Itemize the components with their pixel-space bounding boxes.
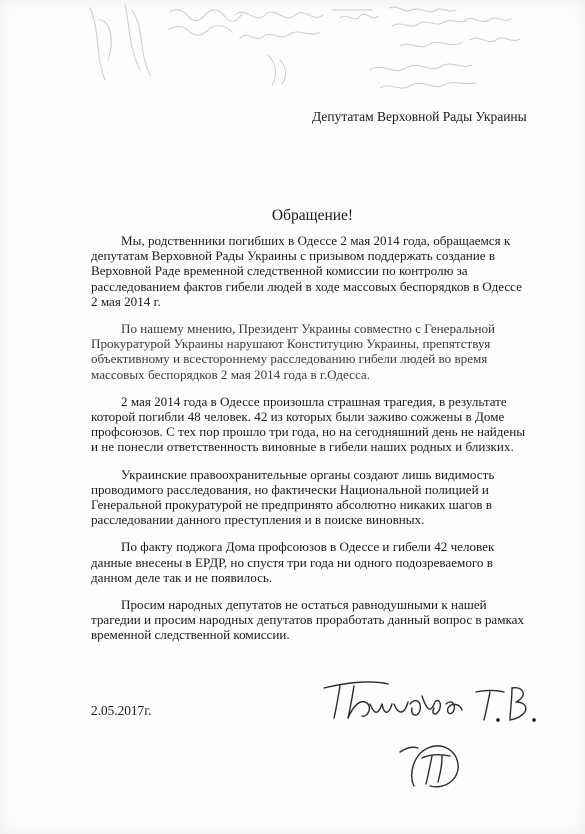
text-line: Прокуратурой Украины нарушают Конституцию Украины, препятствуя	[91, 336, 491, 352]
text-line: По нашему мнению, Президент Украины совместно с Генеральной	[121, 321, 496, 337]
handwritten-scribble-marks	[70, 0, 550, 110]
text-line: депутатам Верховной Рады Украины с призывом поддержать создание в	[91, 248, 496, 264]
document-body	[91, 233, 551, 655]
text-line: проводимого расследования, но фактически Национальной полицией и	[91, 481, 489, 497]
text-line: данном деле так и не появилось.	[91, 569, 273, 585]
text-line: расследовании данного преступления и в поиске виновных.	[91, 512, 425, 528]
document-date: 2.05.2017г.	[91, 703, 152, 718]
text-line: которой погибли 48 человек. 42 из которых были заживо сожжены в Доме	[91, 409, 505, 425]
text-line: данные внесены в ЕРДР, но спустя три года ни одного подозреваемого в	[91, 554, 493, 570]
text-line: Мы, родственники погибших в Одессе 2 мая 2014 года, обращаемся к	[121, 233, 511, 248]
text-line: Верховной Раде временной следственной комиссии по контролю за	[91, 263, 468, 279]
text-line: трагедии и просим народных депутатов проработать данный вопрос в рамках	[91, 612, 525, 628]
text-line: временной следственной комиссии.	[91, 627, 290, 643]
handwritten-signature	[318, 674, 548, 804]
paragraph-6	[91, 597, 551, 643]
text-line: и не понесли ответственность виновные в гибели наших родных и близких.	[91, 439, 514, 455]
paragraph-5	[91, 539, 551, 585]
text-line: объективному и всестороннему расследованию гибели людей во время	[91, 351, 488, 367]
text-line: массовых беспорядков 2 мая 2014 года в г.Одесса.	[91, 366, 371, 382]
text-line: 2 мая 2014 г.	[91, 293, 161, 309]
text-line: Генеральной прокуратурой не предпринято абсолютно никаких шагов в	[91, 497, 492, 513]
text-line: Просим народных депутатов не остаться равнодушными к нашей	[121, 597, 487, 613]
text-line: По факту поджога Дома профсоюзов в Одессе и гибели 42 человек	[121, 539, 495, 555]
text-line: Украинские правоохранительные органы создают лишь видимость	[121, 466, 495, 482]
paragraph-1	[91, 233, 551, 309]
paragraph-3	[91, 394, 551, 455]
addressee-line: Депутатам Верховной Рады Украины	[312, 109, 527, 124]
text-line: профсоюзов. С тех пор прошло три года, но на сегодняшний день не найдены	[91, 424, 526, 440]
text-line: расследованием фактов гибели людей в ходе массовых беспорядков в Одессе	[91, 278, 522, 294]
text-line: 2 мая 2014 года в Одессе произошла страшная трагедия, в результате	[121, 393, 507, 409]
document-title: Обращение!	[271, 207, 354, 224]
paragraph-2	[91, 321, 551, 382]
paragraph-4	[91, 467, 551, 528]
